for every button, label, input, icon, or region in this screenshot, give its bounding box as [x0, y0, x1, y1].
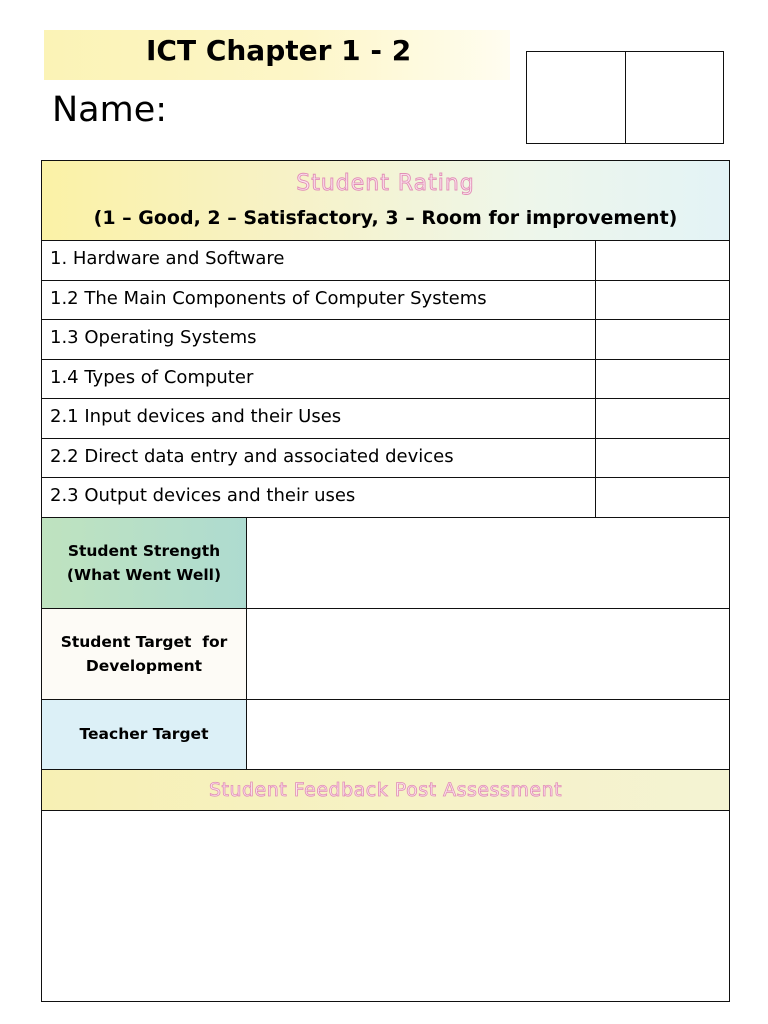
topic-label: 2.3 Output devices and their uses [42, 478, 596, 517]
student-strength-field[interactable] [247, 518, 729, 608]
post-assessment-header: Student Feedback Post Assessment [42, 770, 729, 811]
rating-scale: (1 – Good, 2 – Satisfactory, 3 – Room for improvement) [93, 207, 678, 229]
score-box-left[interactable] [527, 52, 625, 143]
topic-row [42, 439, 729, 479]
teacher-target-label: Teacher Target [42, 700, 247, 769]
student-rating-title: Student Rating [296, 171, 475, 196]
student-strength-row [42, 518, 729, 609]
topic-rating-cell[interactable] [596, 360, 729, 399]
topic-row [42, 360, 729, 400]
topic-rating-cell[interactable] [596, 439, 729, 478]
teacher-target-row [42, 700, 729, 770]
score-box-right[interactable] [625, 52, 724, 143]
topic-row [42, 241, 729, 281]
topic-label: 1. Hardware and Software [42, 241, 596, 280]
student-strength-line-1: Student Strength [67, 541, 221, 560]
topic-row [42, 478, 729, 518]
topic-label: 1.3 Operating Systems [42, 320, 596, 359]
student-target-field[interactable] [247, 609, 729, 699]
topic-row [42, 320, 729, 360]
topic-rating-cell[interactable] [596, 399, 729, 438]
student-rating-header [42, 161, 729, 241]
topic-label: 2.2 Direct data entry and associated devices [42, 439, 596, 478]
student-strength-line-2: (What Went Well) [66, 565, 222, 584]
student-target-line-1: Student Target for [60, 632, 228, 651]
student-target-row [42, 609, 729, 700]
teacher-target-field[interactable] [247, 700, 729, 769]
topic-rating-cell[interactable] [596, 241, 729, 280]
name-label: Name: [52, 90, 168, 130]
student-strength-label [42, 518, 247, 608]
topic-rating-cell[interactable] [596, 320, 729, 359]
topic-row [42, 281, 729, 321]
topic-rating-cell[interactable] [596, 478, 729, 517]
topic-label: 1.4 Types of Computer [42, 360, 596, 399]
topic-row [42, 399, 729, 439]
topic-label: 2.1 Input devices and their Uses [42, 399, 596, 438]
topic-label: 1.2 The Main Components of Computer Systems [42, 281, 596, 320]
student-target-label [42, 609, 247, 699]
assessment-sheet [41, 160, 730, 1002]
post-assessment-field[interactable] [42, 811, 729, 1001]
student-target-line-2: Development [85, 656, 203, 675]
topic-rating-cell[interactable] [596, 281, 729, 320]
score-boxes [526, 51, 724, 144]
page-title: ICT Chapter 1 - 2 [146, 34, 412, 67]
